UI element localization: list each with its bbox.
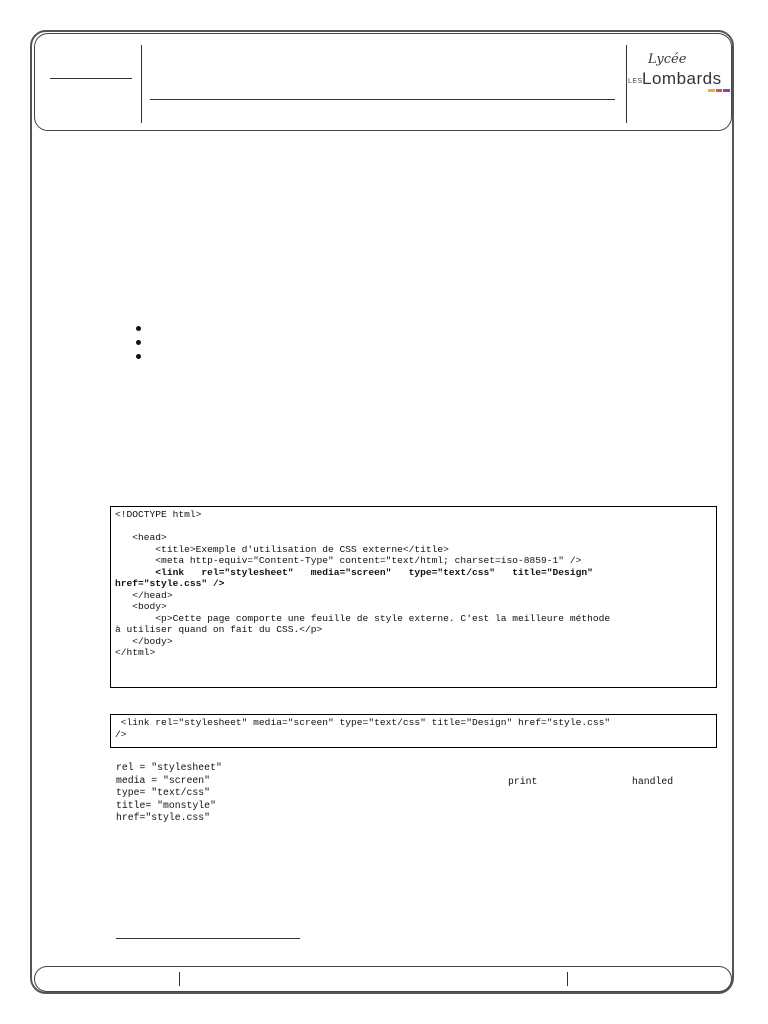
code-line-link: <link rel="stylesheet" media="screen" type="text/css" title="Design" (115, 566, 593, 578)
bullet-list (136, 326, 141, 368)
logo-color-bars (708, 89, 730, 92)
code-example-box (110, 506, 717, 688)
header-title-rule (150, 99, 615, 100)
logo-bar-purple (723, 89, 730, 92)
code-line: <!DOCTYPE html> (115, 509, 202, 520)
code-line (115, 521, 712, 533)
footer-box (34, 966, 732, 992)
bullet-dot (136, 326, 141, 331)
code-line: </body> (115, 635, 173, 647)
code-line: <meta http-equiv="Content-Type" content="text/html; charset=iso-8859-1" /> (115, 555, 582, 566)
footnote-rule (116, 938, 300, 939)
bullet-dot (136, 340, 141, 345)
logo-prefix: LES (628, 78, 643, 85)
code-line: </html> (115, 647, 156, 658)
media-note-print: print (508, 776, 538, 787)
attribute-title: title= "monstyle" (116, 799, 216, 811)
link-line: <link rel="stylesheet" media="screen" type="text/css" title="Design" href="style.css" (115, 717, 611, 728)
code-line-link: href="style.css" /> (115, 578, 225, 589)
footer-divider-left (179, 972, 180, 986)
header-left-rule (50, 78, 132, 79)
code-line: </head> (115, 589, 173, 601)
code-line: <p>Cette page comporte une feuille de style externe. C'est la meilleure méthode (115, 612, 611, 624)
logo-bar-yellow (708, 89, 715, 92)
code-line: à utiliser quand on fait du CSS.</p> (115, 624, 323, 635)
code-line: <body> (115, 601, 167, 612)
header-divider-left (141, 45, 142, 123)
attribute-media: media = "screen" (116, 774, 211, 786)
attribute-list (116, 762, 222, 825)
link-example-box (110, 714, 717, 748)
link-line: /> (115, 729, 127, 740)
footer-divider-right (567, 972, 568, 986)
school-logo (628, 52, 730, 98)
logo-bar-red (716, 89, 723, 92)
code-line: <title>Exemple d'utilisation de CSS externe</title> (115, 543, 449, 555)
logo-name: Lombards (642, 69, 722, 88)
logo-lycee: Lycée (648, 52, 687, 67)
bullet-dot (136, 354, 141, 359)
attribute-type: type= "text/css" (116, 787, 211, 798)
header-divider-right (626, 45, 627, 123)
attribute-href: href="style.css" (116, 812, 211, 823)
media-note-handled: handled (632, 776, 674, 787)
code-line: <head> (115, 532, 167, 543)
attribute-rel: rel = "stylesheet" (116, 762, 222, 773)
